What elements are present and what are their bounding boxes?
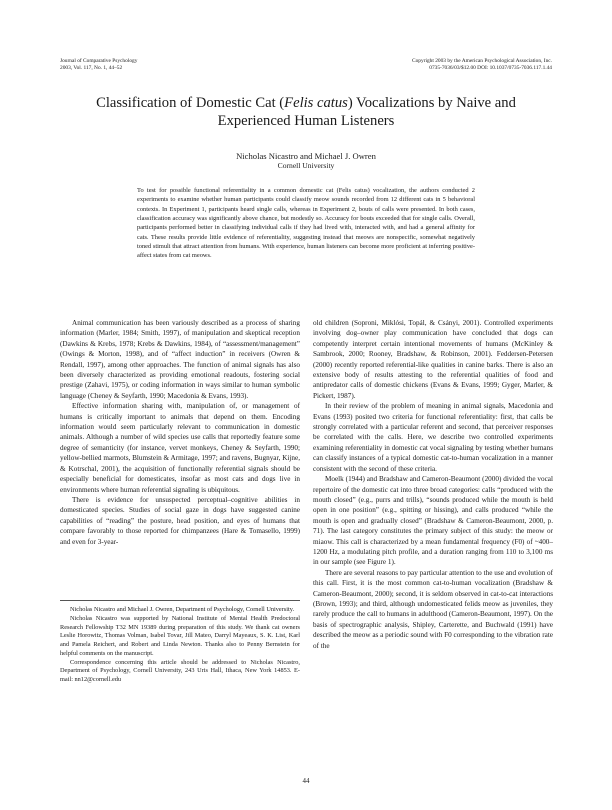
paragraph: Moelk (1944) and Bradshaw and Cameron-Beaumont (2000) divided the vocal repertoire of the domestic cat into three broad categories: calls “produced with the mouth closed” (e.g., purrs and trills), “sounds produced while the mouth is held open in one position” (e.g., spitting or hissing), and calls produced “while the mouth is open and gradually closed” (Bradshaw & Cameron-Beaumont, 2000, p. 71). The last category constitutes the primary subject of this study: the meow or miaow. This call is characterized by a mean fundamental frequency (F0) of ~400–1200 Hz, a modulating pitch profile, and a duration ranging from 110 to 3,100 ms in our sample (see Figure 1). (313, 475, 553, 567)
paragraph: In their review of the problem of meaning in animal signals, Macedonia and Evans (1993) posited two criteria for functional referentiality: first, that calls be strongly correlated with a particular referent and second, that perceiver responses be correlated with the calls. Here, we describe two controlled experiments examining referentiality in domestic cat vocal signaling by testing whether humans can classify instances of a typical domestic cat-to-human vocalization in a manner consistent with the second of these criteria. (313, 402, 553, 473)
copyright-line: Copyright 2003 by the American Psychological Association, Inc. (412, 58, 552, 64)
paragraph: There are several reasons to pay particular attention to the use and evolution of this call. First, it is the most common cat-to-human vocalization (Bradshaw & Cameron-Beaumont, 2000); second, it is seldom observed in cat-to-cat interactions (Brown, 1993); and third, although undomesticated felids meow as juveniles, they rarely produce the call to humans in adulthood (Cameron-Beaumont, 1997). On the basis of spectrographic analysis, Shipley, Carterette, and Buchwald (1991) have described the meow as a periodic sound with F0 corresponding to the vibration rate of the (313, 568, 553, 650)
body-column-right (313, 318, 553, 651)
page-number: 44 (302, 777, 310, 785)
doi-line: 0735-7036/03/$12.00 DOI: 10.1037/0735-7036.117.1.44 (429, 65, 552, 71)
footnote: Nicholas Nicastro and Michael J. Owren, Department of Psychology, Cornell University. (70, 606, 295, 613)
title-part-1: Classification of Domestic Cat ( (96, 95, 285, 111)
running-header-left (60, 58, 137, 72)
abstract: To test for possible functional referentiality in a common domestic cat (Felis catus) vocalization, the authors conducted 2 experiments to examine whether human participants could classify meow sounds recorded from 12 different cats in 5 behavioral contexts. In Experiment 1, participants heard single calls, whereas in Experiment 2, bouts of calls were presented. In both cases, classification accuracy was significantly above chance, but modestly so. Accuracy for bouts exceeded that for single calls. Overall, participants performed better in classifying individual calls if they had lived with, interacted with, and had a general affinity for cats. These results provide little evidence of referentiality, suggesting instead that meows are nonspecific, somewhat negatively toned stimuli that attract attention from humans. With experience, human listeners can become more proficient at inferring positive-affect states from cat meows. (137, 187, 475, 260)
author-footnotes (60, 600, 300, 685)
author-list: Nicholas Nicastro and Michael J. Owren (236, 151, 376, 161)
volume-info: 2003, Vol. 117, No. 1, 44–52 (60, 65, 123, 71)
paper-title (60, 94, 552, 130)
footnote: Nicholas Nicastro was supported by National Institute of Mental Health Predoctoral Research Fellowship T32 MN 19389 during preparation of this study. We thank cat owners Leslie Horowitz, Thomas Volman, Isabel Tovar, Jill Mateo, Darryl Mayeaux, S. K. List, Karl and Pamela Reichert, and Robert and Linda Newton. Thanks also to Penny Bernstein for helpful comments on the manuscript. (60, 614, 300, 657)
title-part-2: ) Vocalizations by Naive and Experienced Human Listeners (217, 95, 516, 129)
paragraph: old children (Soproni, Miklósi, Topál, & Csányi, 2001). Controlled experiments involving dog–owner play communication have concluded that dogs can competently interpret certain intentional movements of humans (McKinley & Sambrook, 2000; Rooney, Bradshaw, & Robinson, 2001). Feddersen-Petersen (2000) recently reported referential-like qualities in canine barks. There is also an extensive body of results attesting to the referential qualities of food and antipredator calls of domestic chickens (Evans & Evans, 1999; Gyger, Marler, & Pickert, 1987). (313, 319, 553, 400)
running-header-right (412, 58, 552, 72)
journal-name: Journal of Comparative Psychology (60, 58, 138, 64)
paragraph: Animal communication has been variously described as a process of sharing information (Marler, 1984; Smith, 1997), of manipulation and skeptical reception (Dawkins & Krebs, 1978; Krebs & Dawkins, 1984), of “assessment/management” (Owings & Morton, 1998), and of “affect induction” in receivers (Owren & Rendall, 1997), among other approaches. The function of animal signals has also been diversely characterized as providing emotional readouts, fostering social prestige (Zahavi, 1975), or coding information in ways similar to human symbolic language (Cheney & Seyfarth, 1990; Macedonia & Evans, 1993). (60, 319, 300, 400)
body-column-left (60, 318, 300, 547)
title-species-italic: Felis catus (284, 95, 348, 111)
paragraph: Effective information sharing with, manipulation of, or management of humans is critically important to animals that depend on them. Encoding information would seem particularly relevant to communication in domestic animals. Although a number of wild species use calls that reportedly feature some degree of semanticity (for instance, vervet monkeys, Cheney & Seyfarth, 1990; yellow-bellied marmots, Blumstein & Armitage, 1997; and ravens, Bugnyar, Kijne, & Kotrschal, 2001), the acquisition of functionally referential signals should be especially beneficial for domesticates, insofar as most cats and dogs live in environments where human referential signaling is ubiquitous. (60, 402, 300, 494)
paragraph: There is evidence for unsuspected perceptual–cognitive abilities in domesticated species. Studies of social gaze in dogs have suggested canine capabilities of “reading” the posture, head position, and eyes of humans that compare favorably to those reported for chimpanzees (Hare & Tomasello, 1999) and even for 3-year- (60, 495, 300, 546)
footnote: Correspondence concerning this article should be addressed to Nicholas Nicastro, Department of Psychology, Cornell University, 243 Uris Hall, Ithaca, New York 14853. E-mail: nn12@cornell.edu (60, 658, 300, 683)
affiliation: Cornell University (277, 161, 335, 170)
